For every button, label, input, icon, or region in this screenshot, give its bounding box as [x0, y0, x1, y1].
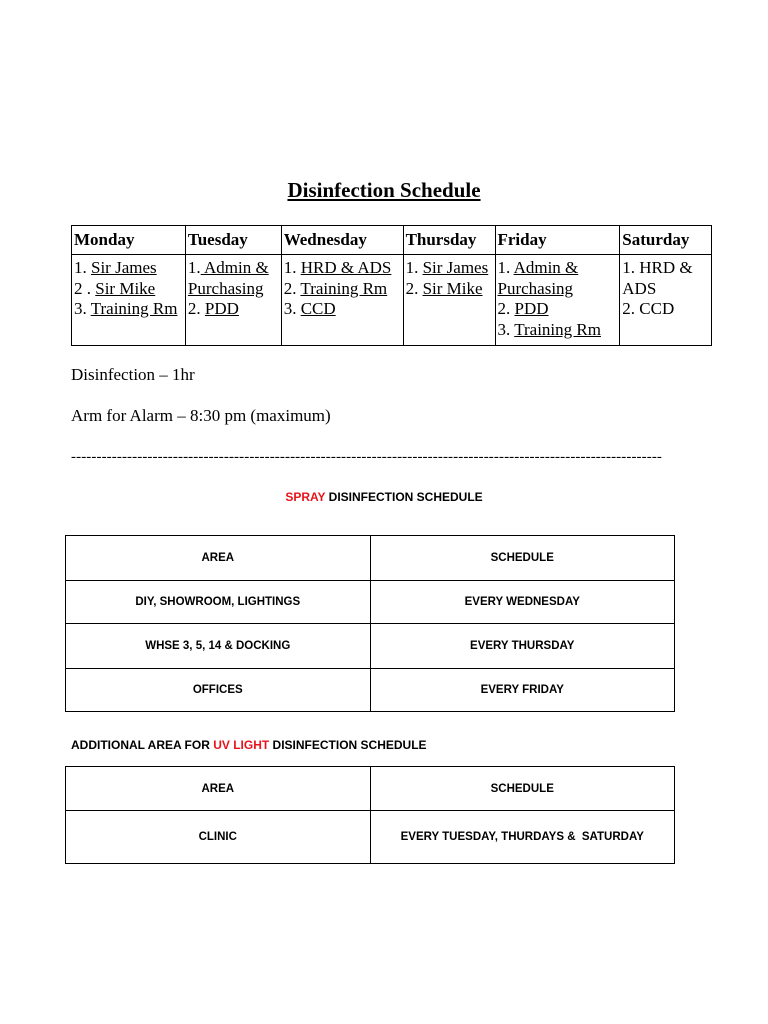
wednesday-item: 3. CCD: [283, 299, 336, 318]
uv-header-row: [66, 767, 675, 811]
wednesday-item: 2. Training Rm: [283, 278, 388, 298]
assignee-link: Sir Mike: [95, 278, 156, 298]
weekly-schedule-table: [71, 225, 712, 346]
tuesday-item: 2. PDD: [187, 299, 239, 318]
spray-schedule-table: [65, 535, 675, 712]
saturday-item: 1. HRD & ADS: [622, 258, 693, 298]
spray-schedule-cell: EVERY THURSDAY: [370, 624, 675, 669]
table-row: [66, 581, 675, 624]
assignee-link: PDD: [204, 299, 239, 318]
friday-item: 1. Admin & Purchasing: [497, 258, 579, 298]
weekly-assignment-row: [72, 255, 712, 346]
spray-section-title: [0, 490, 768, 504]
header-tuesday: Tuesday: [185, 226, 281, 255]
assignee-link: PDD: [514, 299, 549, 318]
header-thursday: Thursday: [403, 226, 495, 255]
spray-schedule-cell: EVERY FRIDAY: [370, 669, 675, 712]
cell-wednesday: [281, 255, 403, 346]
uv-schedule-table: [65, 766, 675, 864]
spray-header-area: AREA: [66, 536, 371, 581]
header-friday: Friday: [495, 226, 620, 255]
spray-area-cell: DIY, SHOWROOM, LIGHTINGS: [66, 581, 371, 624]
assignee-link: HRD & ADS: [300, 258, 392, 277]
assignee-link: CCD: [300, 299, 336, 318]
monday-item: 1. Sir James: [74, 258, 157, 277]
page-title: Disinfection Schedule: [287, 178, 481, 202]
uv-section-title: ADDITIONAL AREA FOR UV LIGHT DISINFECTION SCHEDULE: [71, 738, 427, 752]
assignee-link: Training Rm: [300, 278, 388, 298]
spray-area-cell: WHSE 3, 5, 14 & DOCKING: [66, 624, 371, 669]
spray-schedule-cell: EVERY WEDNESDAY: [370, 581, 675, 624]
cell-saturday: [620, 255, 712, 346]
table-row: [66, 669, 675, 712]
cell-monday: [72, 255, 186, 346]
saturday-item: 2. CCD: [622, 299, 675, 318]
cell-thursday: [403, 255, 495, 346]
assignee-link: Sir Mike: [422, 278, 483, 298]
spray-highlight: SPRAY: [285, 490, 326, 504]
assignee-link: Training Rm: [514, 319, 601, 339]
friday-item: 3. Training Rm: [497, 319, 601, 339]
assignee-link: Sir James: [91, 258, 157, 277]
uv-schedule-cell: EVERY TUESDAY, THURDAYS & SATURDAY: [370, 811, 675, 864]
cell-friday: [495, 255, 620, 346]
monday-item: 2 . Sir Mike: [74, 278, 156, 298]
header-saturday: Saturday: [620, 226, 712, 255]
weekly-header-row: [72, 226, 712, 255]
uv-highlight: UV LIGHT: [213, 738, 270, 752]
spray-header-row: [66, 536, 675, 581]
table-row: [66, 811, 675, 864]
spray-area-cell: OFFICES: [66, 669, 371, 712]
assignee-link: Admin & Purchasing: [497, 258, 579, 298]
header-monday: Monday: [72, 226, 186, 255]
assignee-link: Sir James: [422, 258, 489, 277]
separator-line: --------------------------------------------------------------------------------------------------------------------: [71, 449, 663, 465]
uv-header-area: AREA: [66, 767, 371, 811]
header-wednesday: Wednesday: [281, 226, 403, 255]
spray-header-schedule: SCHEDULE: [370, 536, 675, 581]
alarm-note: Arm for Alarm – 8:30 pm (maximum): [71, 406, 331, 425]
table-row: [66, 624, 675, 669]
assignee-link: Admin & Purchasing: [187, 258, 269, 298]
monday-item: 3. Training Rm: [74, 299, 178, 318]
spray-title-rest: DISINFECTION SCHEDULE: [325, 490, 483, 504]
wednesday-item: 1. HRD & ADS: [283, 258, 392, 277]
thursday-item: 1. Sir James: [405, 258, 489, 277]
thursday-item: 2. Sir Mike: [405, 278, 483, 298]
cell-tuesday: [185, 255, 281, 346]
duration-note: Disinfection – 1hr: [71, 365, 195, 384]
tuesday-item: 1. Admin & Purchasing: [187, 258, 269, 298]
friday-item: 2. PDD: [497, 299, 549, 318]
uv-area-cell: CLINIC: [66, 811, 371, 864]
uv-header-schedule: SCHEDULE: [370, 767, 675, 811]
assignee-link: Training Rm: [90, 299, 178, 318]
